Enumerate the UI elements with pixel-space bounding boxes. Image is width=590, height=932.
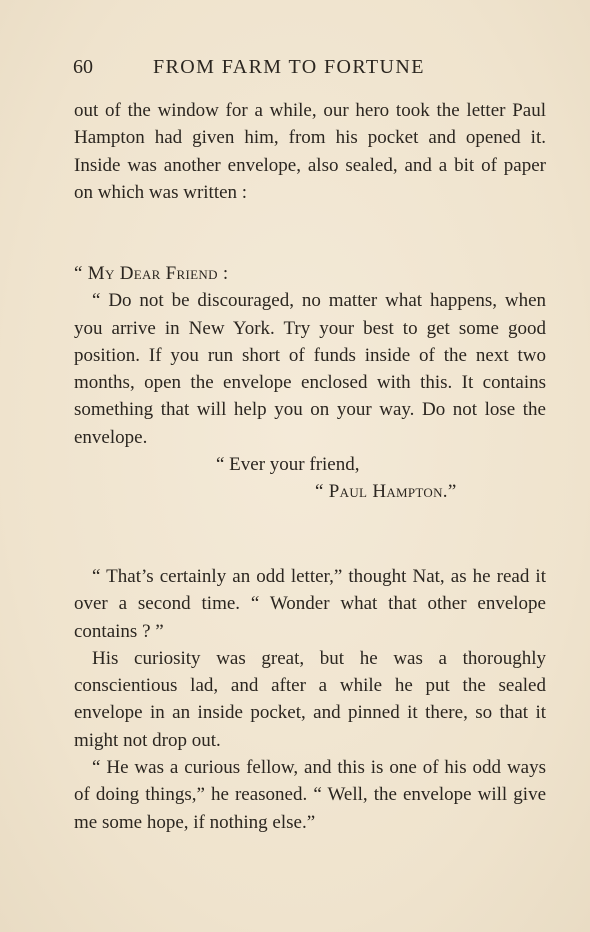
letter-body: “ Do not be discouraged, no matter what happens, when you arrive in New York. Try your best to get some good position. If you run short of funds inside of the next two months, open the envelope enclosed with this. It contains something that will help you on your way. Do not lose the envelope. xyxy=(74,290,546,448)
paragraph-odd-letter: “ That’s certainly an odd letter,” thought Nat, as he read it over a second time. “ Wonder what that other envelope contains ? ” xyxy=(74,566,546,642)
letter-salutation: “ My Dear Friend : xyxy=(74,263,229,284)
page-header xyxy=(73,56,473,86)
letter-closing: “ Ever your friend, xyxy=(216,454,360,476)
paragraph-curiosity: His curiosity was great, but he was a thoroughly conscientious lad, and after a while he put the sealed envelope in an inside pocket, and pinned it there, so that it might not drop out. xyxy=(74,647,546,751)
narrative-block xyxy=(74,563,546,836)
letter-signature: “ Paul Hampton.” xyxy=(315,481,457,503)
letter-block xyxy=(74,260,546,506)
paragraph-curious-fellow: “ He was a curious fellow, and this is one of his odd ways of doing things,” he reasoned. “ Well, the envelope will give me some hope, if nothing else.” xyxy=(74,757,546,833)
paragraph-continued: out of the window for a while, our hero took the letter Paul Hampton had given him, from his pocket and opened it. Inside was another envelope, also sealed, and a bit of paper on which was written : xyxy=(74,100,546,203)
page-number: 60 xyxy=(73,56,93,78)
opening-paragraph-block xyxy=(74,97,546,206)
running-title: FROM FARM TO FORTUNE xyxy=(153,56,425,78)
